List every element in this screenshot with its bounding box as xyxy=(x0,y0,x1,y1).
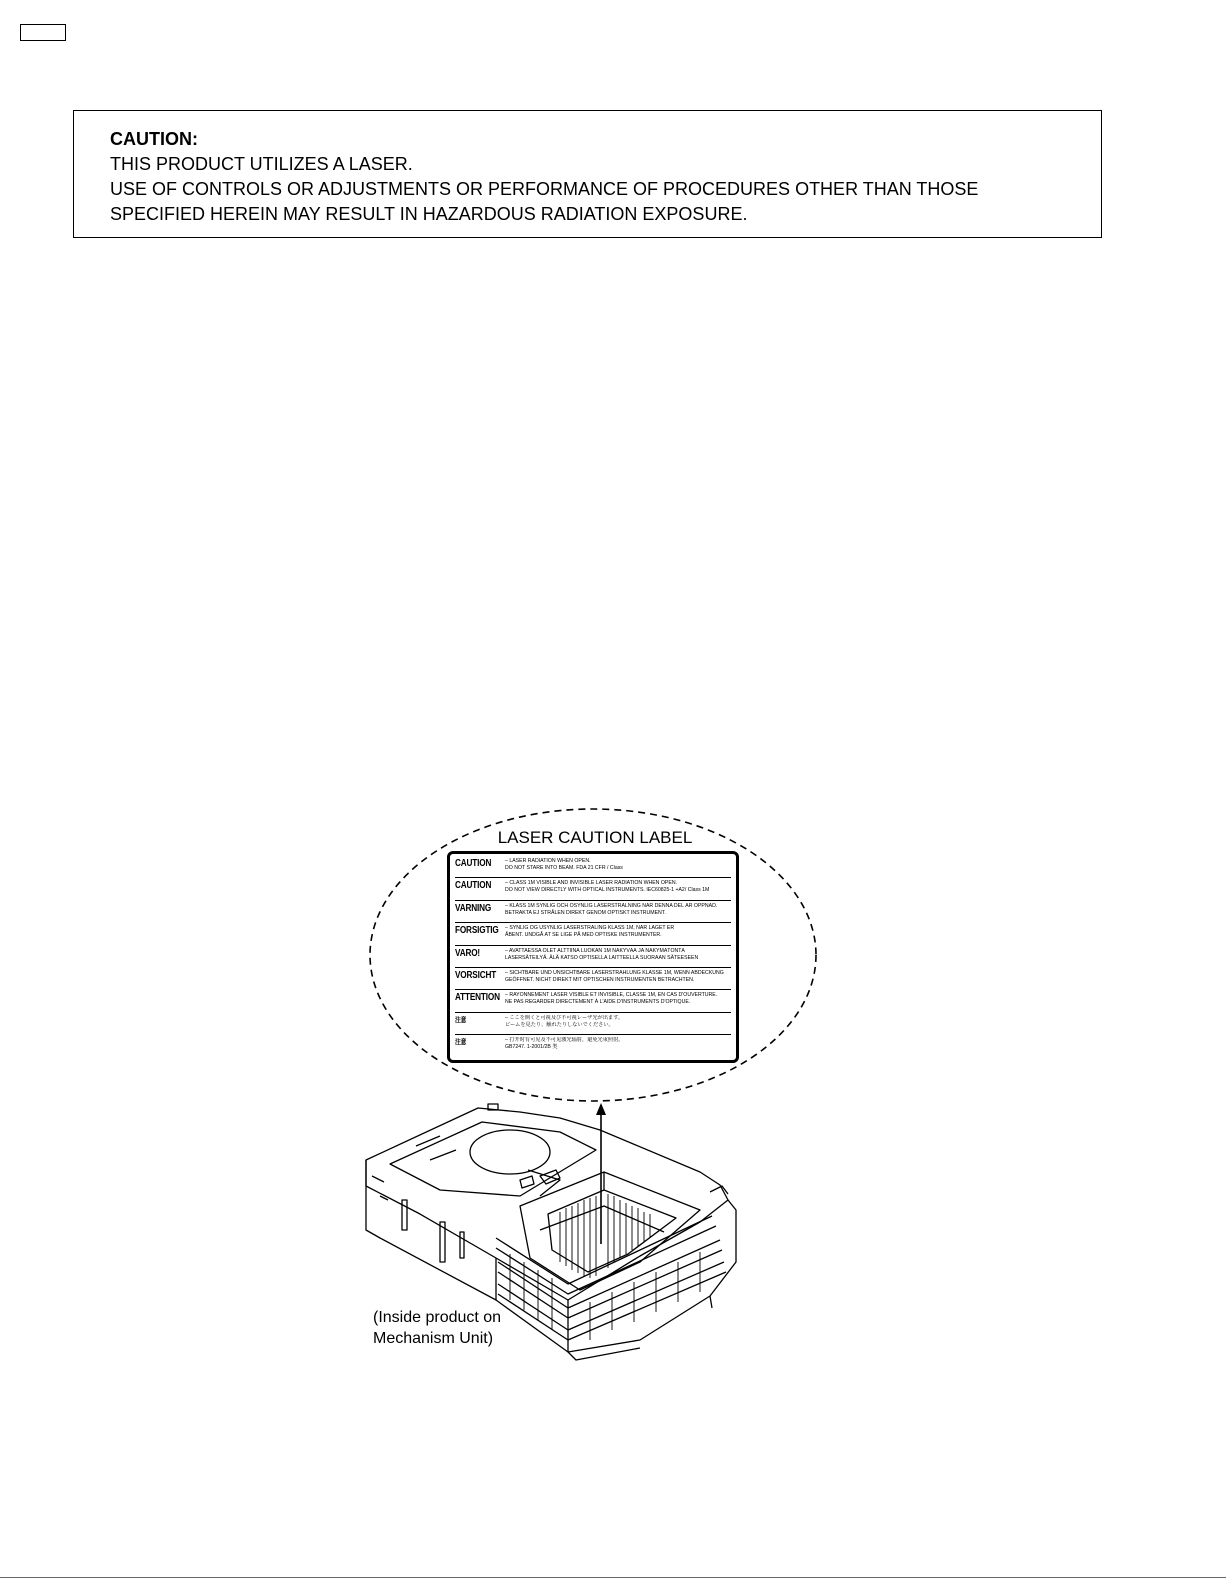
label-row-text-line-2: DO NOT VIEW DIRECTLY WITH OPTICAL INSTRUMENTS. IEC60825-1 +A2/ Class 1M xyxy=(505,887,710,894)
label-row-heading: ATTENTION xyxy=(455,992,500,1004)
label-row-heading: 注意 xyxy=(455,1039,467,1047)
label-row-text-line-1: – 打开时有可见及不可见激光辐射，避免光束照射。 xyxy=(505,1037,624,1044)
label-row-heading: CAUTION xyxy=(455,858,492,869)
laser-caution-label-title: LASER CAUTION LABEL xyxy=(497,828,693,847)
caption-line-1: (Inside product on xyxy=(373,1309,502,1326)
label-row xyxy=(455,990,731,1012)
label-row xyxy=(455,968,731,990)
label-row-text xyxy=(505,925,731,939)
label-row-text-line-2: LASERSÄTEILYÄ. ÄLÄ KATSO OPTISELLA LAITTEELLA SUORAAN SÄTEESEEN xyxy=(505,954,699,961)
laser-caution-notice xyxy=(73,110,1102,238)
label-row-text-line-1: – SICHTBARE UND UNSICHTBARE LASERSTRAHLUNG KLASSE 1M, WENN ABDECKUNG xyxy=(505,969,724,976)
label-row-text-line-2: DO NOT STARE INTO BEAM. FDA 21 CFR / Class xyxy=(505,865,623,871)
label-row-text-line-1: – CLASS 1M VISIBLE AND INVISIBLE LASER RADIATION WHEN OPEN. xyxy=(505,880,678,887)
label-row-text-line-1: – KLASS 1M SYNLIG OCH OSYNLIG LASERSTRÅLNING NÄR DENNA DEL ÄR ÖPPNAD. xyxy=(505,902,718,909)
page-marker-box xyxy=(20,24,66,41)
label-row-text-line-1: – LASER RADIATION WHEN OPEN. xyxy=(505,858,591,864)
label-row-text xyxy=(505,970,731,984)
label-row-text xyxy=(505,992,731,1006)
label-row-heading: VORSICHT xyxy=(455,969,497,981)
label-row-text-line-2: ビームを見たり、触れたりしないでください。 xyxy=(505,1021,614,1028)
label-row-text-line-1: – AVATTAESSA OLET ALTTIINA LUOKAN 1M NÄKYVÄÄ JA NÄKYMÄTÖNTÄ xyxy=(505,947,685,954)
label-row xyxy=(455,1035,731,1057)
label-row-text xyxy=(505,1015,731,1029)
caution-line-2: USE OF CONTROLS OR ADJUSTMENTS OR PERFORMANCE OF PROCEDURES OTHER THAN THOSE xyxy=(110,179,979,199)
label-row-heading: VARNING xyxy=(455,902,492,914)
caption-line-2: Mechanism Unit) xyxy=(373,1330,494,1347)
label-row-text-line-2: GB7247. 1-2001/2B 类 xyxy=(505,1044,558,1051)
label-row-text xyxy=(505,1037,731,1051)
label-row-text-line-1: – RAYONNEMENT LASER VISIBLE ET INVISIBLE, CLASSE 1M, EN CAS D'OUVERTURE. xyxy=(505,992,718,999)
label-row xyxy=(455,946,731,968)
label-row xyxy=(455,1013,731,1035)
laser-caution-label xyxy=(447,851,739,1063)
label-row-text xyxy=(505,903,731,917)
figure-caption xyxy=(373,1307,501,1349)
label-row-heading: VARO! xyxy=(455,947,480,959)
label-row-text-line-2: ÅBENT. UNDGÅ AT SE LIGE PÅ MED OPTISKE INSTRUMENTER. xyxy=(505,932,662,939)
caution-line-3: SPECIFIED HEREIN MAY RESULT IN HAZARDOUS RADIATION EXPOSURE. xyxy=(110,204,748,224)
caution-heading: CAUTION: xyxy=(110,129,198,149)
label-row xyxy=(455,856,731,878)
label-row-text-line-1: – ここを開くと可視及び不可視レーザ光が出ます。 xyxy=(505,1014,624,1021)
page-bottom-rule xyxy=(0,1577,1226,1578)
label-row-text-line-2: GEÖFFNET. NICHT DIREKT MIT OPTISCHEN INSTRUMENTEN BETRACHTEN. xyxy=(505,976,695,983)
label-row-text-line-1: – SYNLIG OG USYNLIG LASERSTRÅLING KLASS 1M, NÅR LÅGET ER xyxy=(505,925,675,932)
label-row-text-line-2: NE PAS REGARDER DIRECTEMENT À L'AIDE D'INSTRUMENTS D'OPTIQUE. xyxy=(505,999,691,1006)
label-row xyxy=(455,923,731,945)
label-row-heading: CAUTION xyxy=(455,880,492,892)
label-row-text xyxy=(505,948,731,962)
label-row-text xyxy=(505,858,731,872)
label-row xyxy=(455,878,731,900)
caution-line-1: THIS PRODUCT UTILIZES A LASER. xyxy=(110,154,413,174)
label-row xyxy=(455,901,731,923)
label-row-heading: 注意 xyxy=(455,1016,467,1024)
label-row-text xyxy=(505,880,731,894)
label-row-heading: FORSIGTIG xyxy=(455,925,499,937)
label-row-text-line-2: BETRAKTA EJ STRÅLEN DIREKT GENOM OPTISKT INSTRUMENT. xyxy=(505,909,666,916)
